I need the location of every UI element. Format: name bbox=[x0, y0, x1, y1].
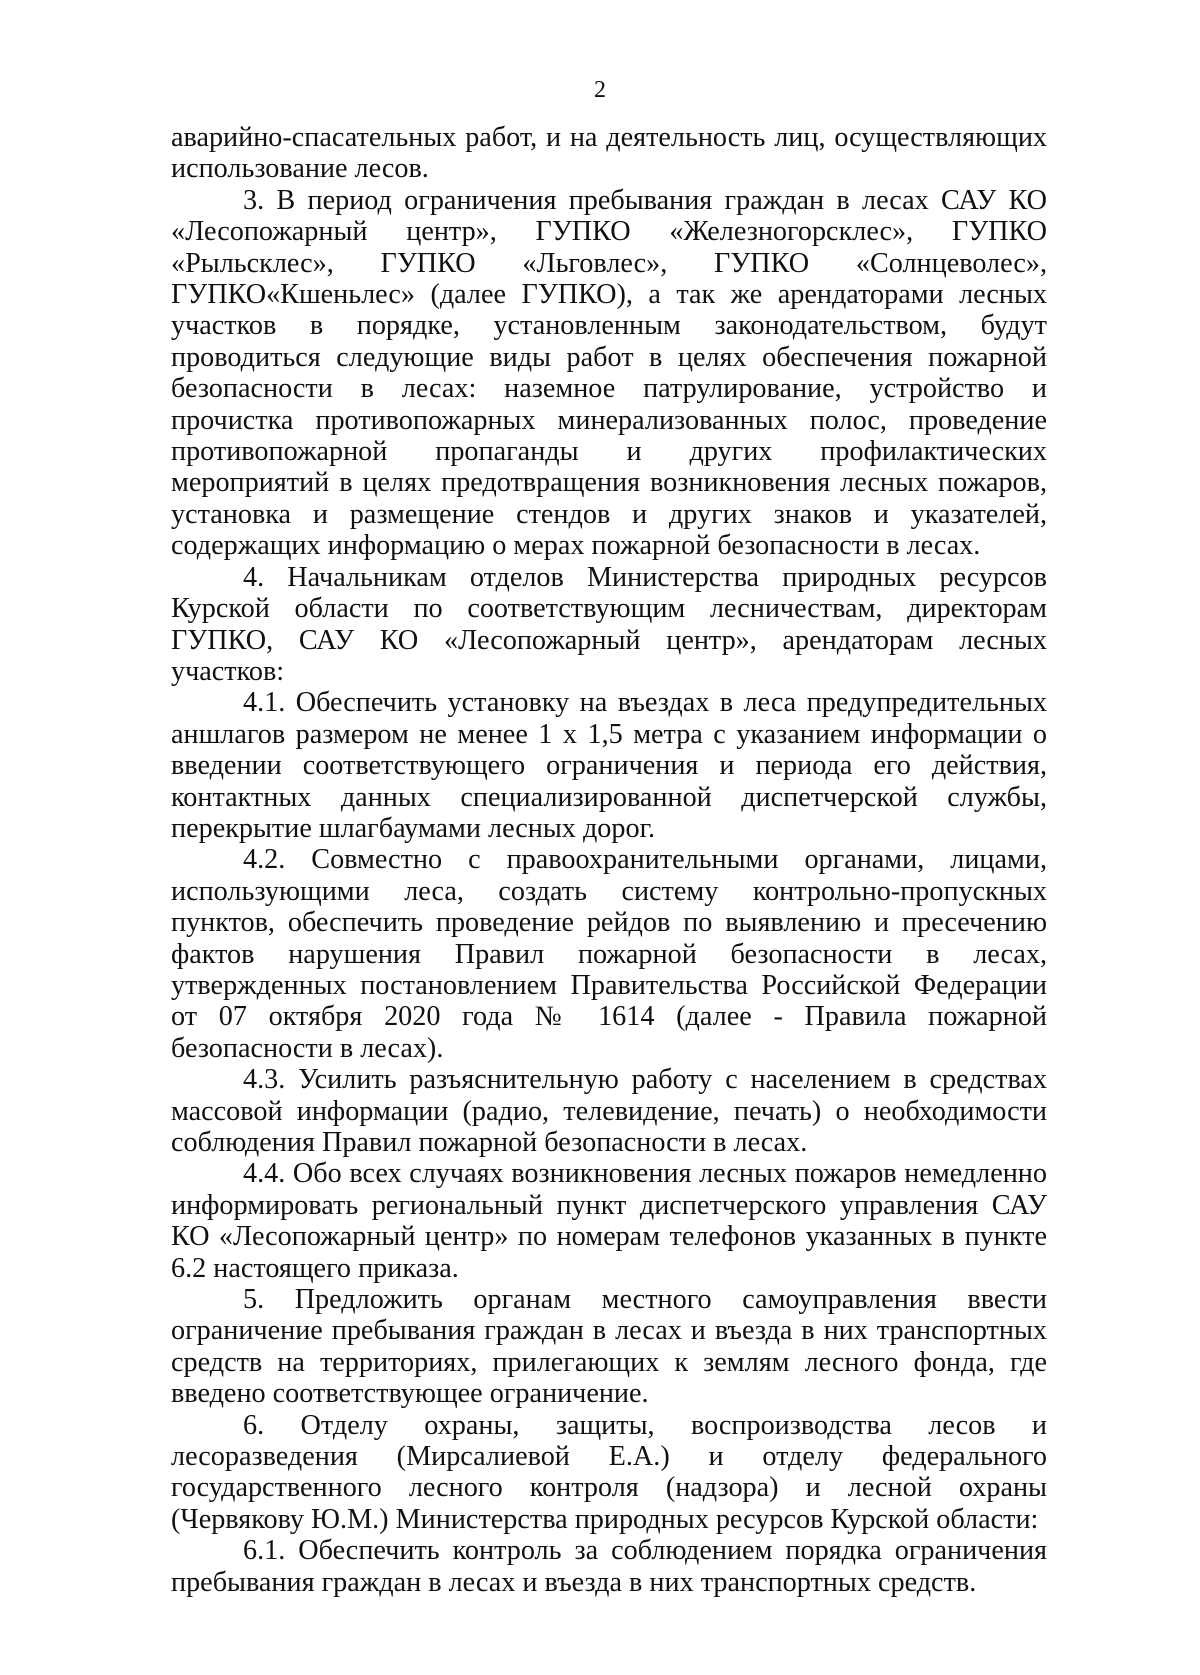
paragraph-3: 3. В период ограничения пребывания граждан в лесах САУ КО «Лесопожарный центр», ГУПКО «Железногорсклес», ГУПКО «Рыльсклес», ГУПКО «Льговлес», ГУПКО «Солнцеволес», ГУПКО«Кшеньлес» (далее ГУПКО), а так же арендаторами лесных участков в порядке, установленным законодательством, будут проводиться следующие виды работ в целях обеспечения пожарной безопасности в лесах: наземное патрулирование, устройство и прочистка противопожарных минерализованных полос, проведение противопожарной пропаганды и других профилактических мероприятий в целях предотвращения возникновения лесных пожаров, установка и размещение стендов и других знаков и указателей, содержащих информацию о мерах пожарной безопасности в лесах. bbox=[171, 184, 1047, 562]
paragraph-5: 5. Предложить органам местного самоуправления ввести ограничение пребывания граждан в лесах и въезда в них транспортных средств на территориях, прилегающих к землям лесного фонда, где введено соответствующее ограничение. bbox=[171, 1284, 1047, 1410]
paragraph-6: 6. Отделу охраны, защиты, воспроизводства лесов и лесоразведения (Мирсалиевой Е.А.) и отделу федерального государственного лесного контроля (надзора) и лесной охраны (Червякову Ю.М.) Министерства природных ресурсов Курской области: bbox=[171, 1409, 1047, 1535]
paragraph-4: 4. Начальникам отделов Министерства природных ресурсов Курской области по соответствующим лесничествам, директорам ГУПКО, САУ КО «Лесопожарный центр», арендаторам лесных участков: bbox=[171, 561, 1047, 687]
document-body bbox=[171, 122, 1047, 1598]
paragraph-4-2: 4.2. Совместно с правоохранительными органами, лицами, использующими леса, создать систему контрольно-пропускных пунктов, обеспечить проведение рейдов по выявлению и пресечению фактов нарушения Правил пожарной безопасности в лесах, утвержденных постановлением Правительства Российской Федерации от 07 октября 2020 года № 1614 (далее - Правила пожарной безопасности в лесах). bbox=[171, 844, 1047, 1064]
paragraph-4-3: 4.3. Усилить разъяснительную работу с населением в средствах массовой информации (радио, телевидение, печать) о необходимости соблюдения Правил пожарной безопасности в лесах. bbox=[171, 1064, 1047, 1158]
paragraph-4-4: 4.4. Обо всех случаях возникновения лесных пожаров немедленно информировать региональный пункт диспетчерского управления САУ КО «Лесопожарный центр» по номерам телефонов указанных в пункте 6.2 настоящего приказа. bbox=[171, 1158, 1047, 1284]
paragraph-continuation: аварийно-спасательных работ, и на деятельность лиц, осуществляющих использование лесов. bbox=[171, 122, 1047, 185]
paragraph-6-1: 6.1. Обеспечить контроль за соблюдением порядка ограничения пребывания граждан в лесах и въезда в них транспортных средств. bbox=[171, 1535, 1047, 1598]
paragraph-4-1: 4.1. Обеспечить установку на въездах в леса предупредительных аншлагов размером не менее 1 х 1,5 метра с указанием информации о введении соответствующего ограничения и периода его действия, контактных данных специализированной диспетчерской службы, перекрытие шлагбаумами лесных дорог. bbox=[171, 687, 1047, 844]
page-number: 2 bbox=[594, 77, 606, 103]
